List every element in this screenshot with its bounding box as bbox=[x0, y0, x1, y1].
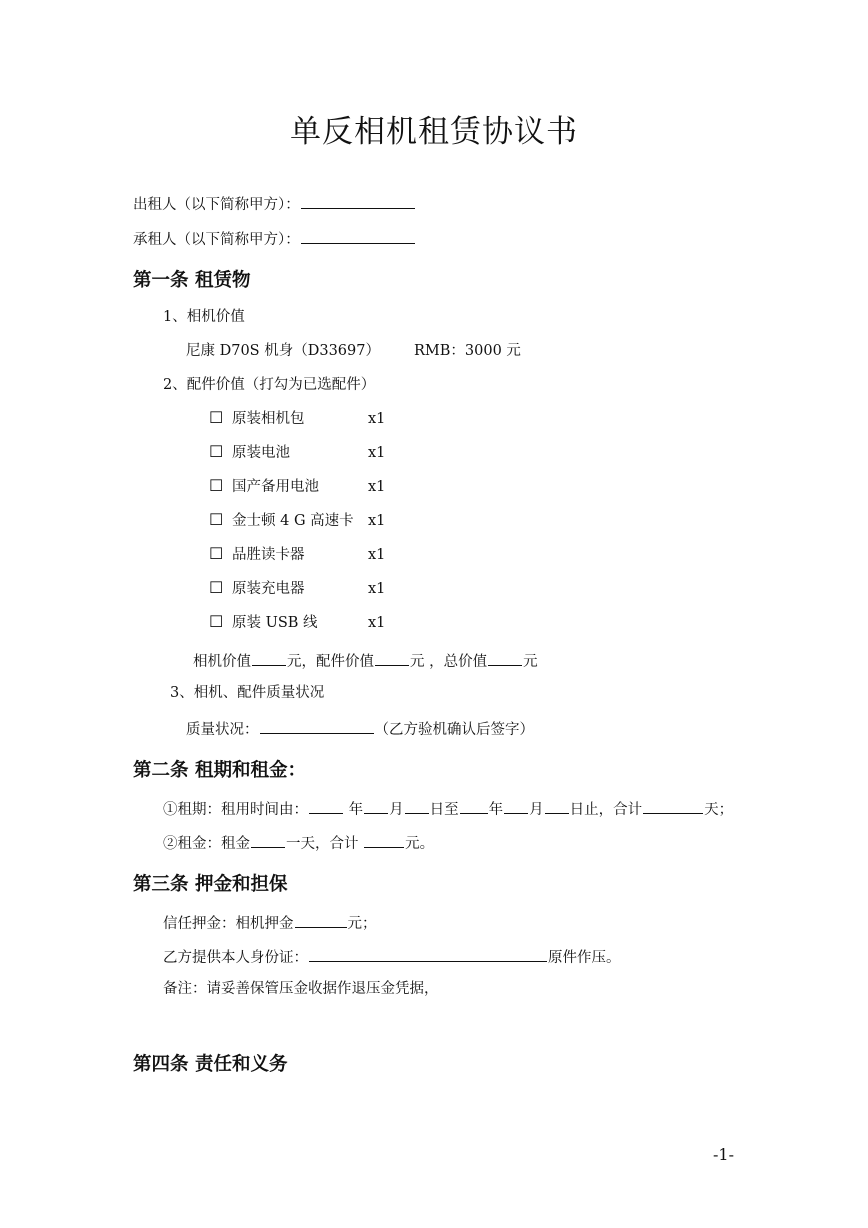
id-card-note: 原件作压。 bbox=[548, 950, 621, 966]
quality-blank[interactable] bbox=[260, 718, 374, 734]
accessory-name: 原装充电器 bbox=[232, 581, 305, 597]
id-card-label: 乙方提供本人身份证： bbox=[163, 950, 308, 966]
accessory-value-text: 元，配件价值 bbox=[287, 654, 374, 670]
start-year-blank[interactable] bbox=[309, 798, 343, 814]
accessory-quantity: x1 bbox=[368, 411, 386, 427]
accessory-name: 金士顿 4 G 高速卡 bbox=[232, 513, 354, 529]
accessory-name: 原装相机包 bbox=[232, 411, 305, 427]
accessory-name: 原装 USB 线 bbox=[232, 615, 318, 631]
lessee-label: 承租人（以下简称甲方）： bbox=[133, 232, 300, 248]
lessee-line bbox=[133, 228, 416, 249]
accessory-checkbox[interactable]: ☐ bbox=[209, 544, 224, 563]
deposit-blank[interactable] bbox=[295, 912, 347, 928]
accessory-checkbox[interactable]: ☐ bbox=[209, 442, 224, 461]
lessee-blank[interactable] bbox=[301, 228, 415, 244]
end-day-unit: 日止，合计 bbox=[569, 802, 643, 818]
lessor-line bbox=[133, 193, 416, 214]
article4-heading: 第四条 责任和义务 bbox=[133, 1054, 288, 1075]
accessory-name: 国产备用电池 bbox=[232, 479, 319, 495]
accessory-checkbox[interactable]: ☐ bbox=[209, 510, 224, 529]
camera-description: 尼康 D70S 机身（D33697） bbox=[186, 343, 380, 359]
total-value-blank[interactable] bbox=[488, 650, 522, 666]
article2-heading: 第二条 租期和租金： bbox=[133, 760, 306, 781]
start-year-unit: 年 bbox=[348, 802, 364, 818]
accessory-name: 原装电池 bbox=[232, 445, 290, 461]
total-days-blank[interactable] bbox=[643, 798, 703, 814]
camera-value-label: 1、相机价值 bbox=[163, 309, 245, 325]
total-value-text: 元 ，总价值 bbox=[410, 654, 488, 670]
camera-price: RMB：3000 元 bbox=[414, 343, 521, 359]
start-day-blank[interactable] bbox=[405, 798, 429, 814]
document-title: 单反相机租赁协议书 bbox=[290, 114, 578, 150]
quality-note: （乙方验机确认后签字） bbox=[374, 722, 534, 738]
start-month-blank[interactable] bbox=[364, 798, 388, 814]
start-month-unit: 月 bbox=[389, 802, 404, 818]
id-card-line bbox=[163, 946, 621, 967]
page-number: -1- bbox=[713, 1145, 734, 1164]
accessory-quantity: x1 bbox=[368, 513, 386, 529]
quality-section-label: 3、相机、配件质量状况 bbox=[170, 685, 325, 701]
id-card-blank[interactable] bbox=[309, 946, 547, 962]
accessory-quantity: x1 bbox=[368, 615, 386, 631]
rent-label: ②租金：租金 bbox=[163, 836, 250, 852]
end-day-blank[interactable] bbox=[545, 798, 569, 814]
accessory-name: 品胜读卡器 bbox=[232, 547, 305, 563]
accessory-quantity: x1 bbox=[368, 445, 386, 461]
deposit-unit: 元； bbox=[347, 916, 377, 932]
daily-rent-blank[interactable] bbox=[251, 832, 285, 848]
accessory-checkbox[interactable]: ☐ bbox=[209, 476, 224, 495]
accessory-quantity: x1 bbox=[368, 581, 386, 597]
deposit-line bbox=[163, 912, 377, 933]
article1-heading: 第一条 租赁物 bbox=[133, 270, 251, 291]
values-line bbox=[193, 650, 538, 671]
lessor-blank[interactable] bbox=[301, 193, 415, 209]
accessory-checkbox[interactable]: ☐ bbox=[209, 408, 224, 427]
total-days-unit: 天； bbox=[704, 802, 734, 818]
rent-line bbox=[163, 832, 434, 853]
end-month-blank[interactable] bbox=[504, 798, 528, 814]
term-label: ①租期：租用时间由： bbox=[163, 802, 308, 818]
quality-line bbox=[186, 718, 534, 739]
total-rent-unit: 元。 bbox=[405, 836, 435, 852]
lessor-label: 出租人（以下简称甲方）： bbox=[133, 197, 300, 213]
deposit-remark: 备注：请妥善保管压金收据作退压金凭据， bbox=[163, 981, 439, 997]
accessory-quantity: x1 bbox=[368, 547, 386, 563]
accessory-value-blank[interactable] bbox=[375, 650, 409, 666]
total-value-unit: 元 bbox=[523, 654, 538, 670]
daily-rent-unit: 一天，合计 bbox=[286, 836, 359, 852]
start-day-unit: 日至 bbox=[429, 802, 459, 818]
end-month-unit: 月 bbox=[529, 802, 544, 818]
term-line bbox=[163, 798, 733, 819]
camera-value-blank[interactable] bbox=[252, 650, 286, 666]
accessory-checkbox[interactable]: ☐ bbox=[209, 612, 224, 631]
article3-heading: 第三条 押金和担保 bbox=[133, 874, 288, 895]
accessory-checkbox[interactable]: ☐ bbox=[209, 578, 224, 597]
accessory-value-label: 2、配件价值（打勾为已选配件） bbox=[163, 377, 376, 393]
camera-value-text: 相机价值 bbox=[193, 654, 251, 670]
deposit-label: 信任押金：相机押金 bbox=[163, 916, 294, 932]
total-rent-blank[interactable] bbox=[364, 832, 404, 848]
quality-label: 质量状况： bbox=[186, 722, 259, 738]
end-year-blank[interactable] bbox=[460, 798, 488, 814]
accessory-quantity: x1 bbox=[368, 479, 386, 495]
end-year-unit: 年 bbox=[488, 802, 504, 818]
